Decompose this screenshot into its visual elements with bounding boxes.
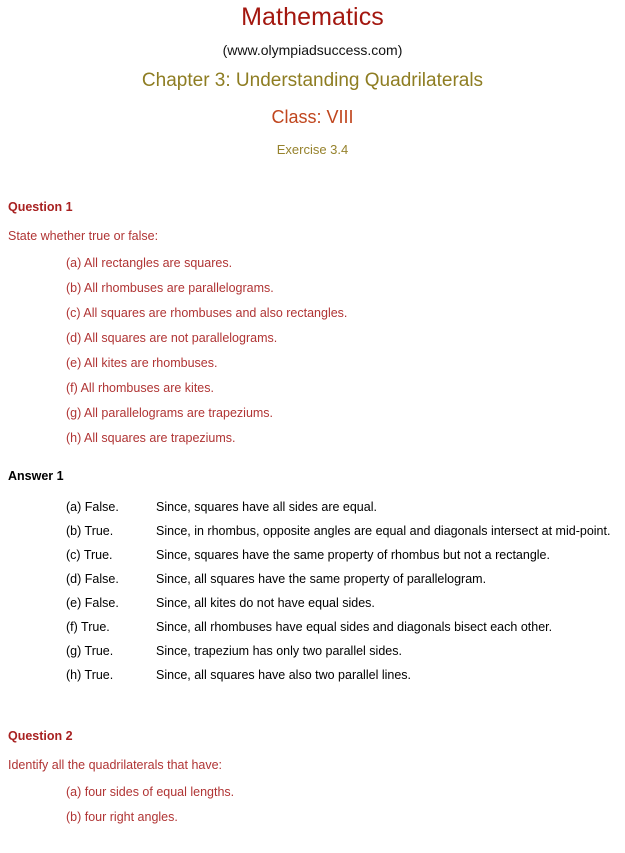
answer-verdict: (f) True. bbox=[66, 620, 110, 634]
class-label: Class: VIII bbox=[271, 107, 354, 127]
exercise-label: Exercise 3.4 bbox=[276, 142, 349, 157]
list-item: (a) four sides of equal lengths. bbox=[66, 785, 235, 799]
answer-explanation: Since, all squares have the same property of parallelogram. bbox=[156, 572, 487, 586]
answer-row bbox=[8, 545, 617, 566]
question-2-section bbox=[8, 728, 617, 825]
answer-verdict: (h) True. bbox=[66, 668, 114, 682]
answer-verdict: (e) False. bbox=[66, 596, 119, 610]
answer-row bbox=[8, 521, 617, 542]
answer-explanation: Since, all kites do not have equal sides. bbox=[156, 596, 375, 610]
answer-1-list bbox=[8, 497, 617, 686]
answer-row bbox=[8, 497, 617, 518]
answer-row bbox=[8, 617, 617, 638]
answer-1-section bbox=[8, 468, 617, 686]
answer-explanation: Since, all rhombuses have equal sides and diagonals bisect each other. bbox=[156, 620, 553, 634]
question-2-prompt: Identify all the quadrilaterals that have: bbox=[8, 758, 223, 772]
list-item: (e) All kites are rhombuses. bbox=[66, 356, 218, 370]
list-item: (f) All rhombuses are kites. bbox=[66, 381, 214, 395]
answer-row bbox=[8, 593, 617, 614]
question-1-prompt: State whether true or false: bbox=[8, 229, 159, 243]
answer-verdict: (d) False. bbox=[66, 572, 119, 586]
chapter-title: Chapter 3: Understanding Quadrilaterals bbox=[141, 70, 484, 91]
answer-verdict: (b) True. bbox=[66, 524, 114, 538]
question-2-heading: Question 2 bbox=[8, 729, 73, 743]
list-item: (g) All parallelograms are trapeziums. bbox=[66, 406, 274, 420]
answer-row bbox=[8, 641, 617, 662]
list-item: (a) All rectangles are squares. bbox=[66, 256, 233, 270]
answer-verdict: (c) True. bbox=[66, 548, 113, 562]
answer-explanation: Since, squares have the same property of rhombus but not a rectangle. bbox=[156, 548, 550, 562]
answer-1-heading: Answer 1 bbox=[8, 469, 64, 483]
question-1-heading: Question 1 bbox=[8, 200, 73, 214]
answer-explanation: Since, in rhombus, opposite angles are equal and diagonals intersect at mid-point. bbox=[156, 524, 611, 538]
answer-explanation: Since, squares have all sides are equal. bbox=[156, 500, 377, 514]
question-1-section bbox=[8, 199, 617, 446]
answer-row bbox=[8, 665, 617, 686]
list-item: (d) All squares are not parallelograms. bbox=[66, 331, 278, 345]
document-header bbox=[8, 0, 617, 158]
website-url: (www.olympiadsuccess.com) bbox=[222, 42, 403, 58]
list-item: (b) four right angles. bbox=[66, 810, 178, 824]
page-title: Mathematics bbox=[241, 3, 384, 31]
answer-verdict: (a) False. bbox=[66, 500, 119, 514]
answer-explanation: Since, all squares have also two parallel lines. bbox=[156, 668, 411, 682]
answer-verdict: (g) True. bbox=[66, 644, 114, 658]
question-1-list bbox=[8, 255, 617, 446]
list-item: (c) All squares are rhombuses and also rectangles. bbox=[66, 306, 348, 320]
answer-row bbox=[8, 569, 617, 590]
list-item: (h) All squares are trapeziums. bbox=[66, 431, 236, 445]
answer-explanation: Since, trapezium has only two parallel sides. bbox=[156, 644, 402, 658]
question-2-list bbox=[8, 784, 617, 825]
list-item: (b) All rhombuses are parallelograms. bbox=[66, 281, 274, 295]
